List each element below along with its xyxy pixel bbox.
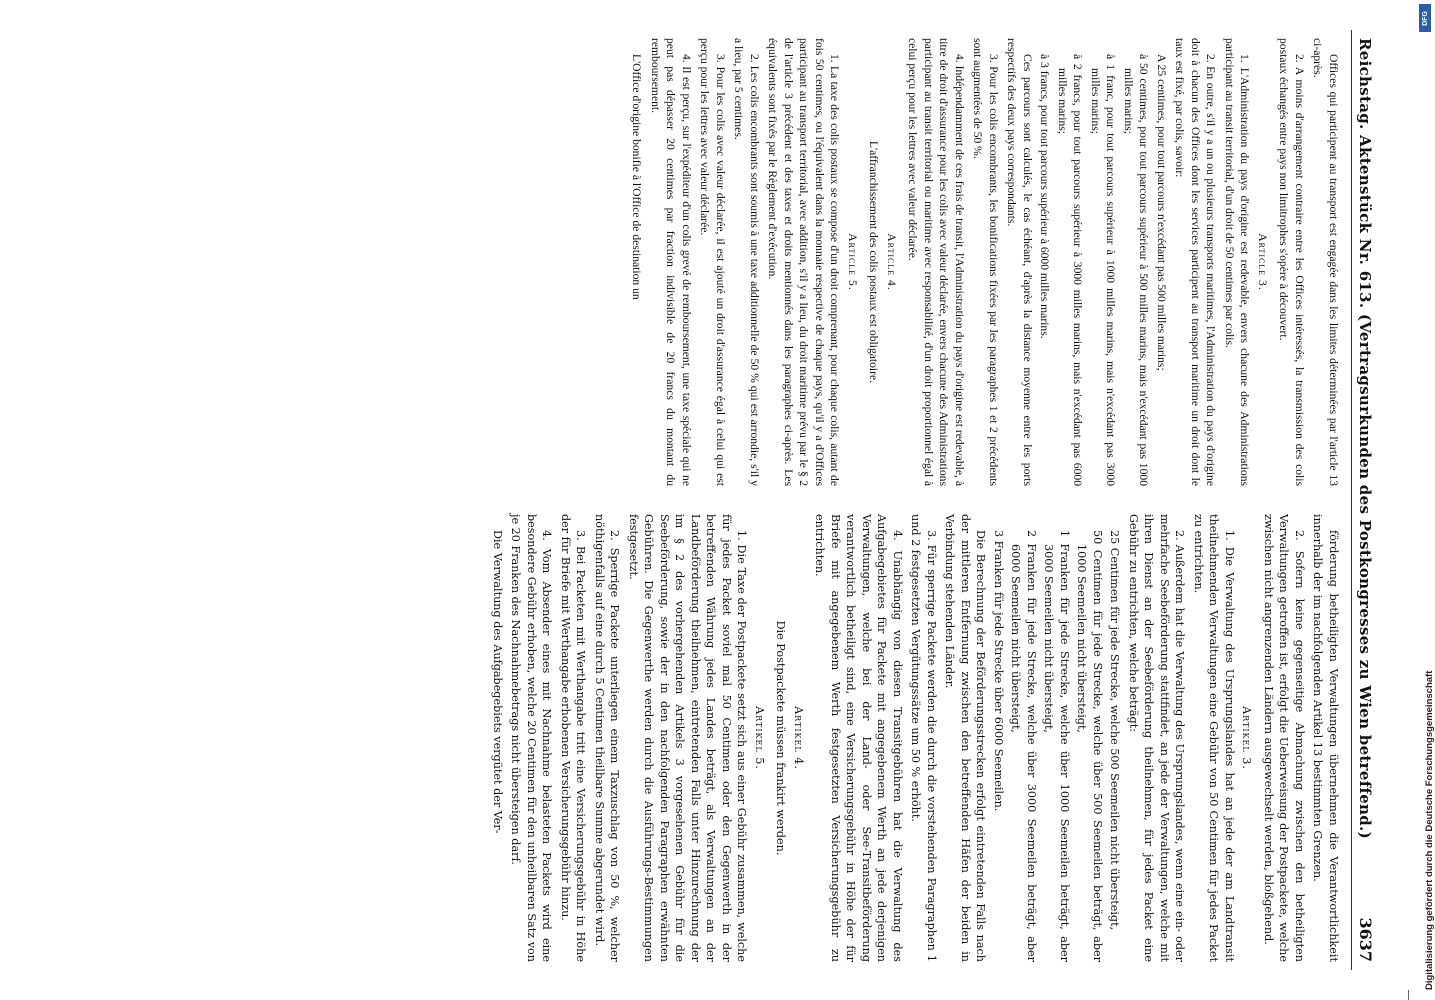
rate-item: 3 Franken für jede Strecke über 6000 Seemeilen.	[992, 530, 1005, 812]
rate-item: à 1 franc, pour tout parcours supérieur à 1000 milles marins, mais n'excédant pas 3000 milles marins;	[1089, 54, 1118, 486]
paragraph: 3. Pour les colis encombrants, les bonifications fixées par les paragraphes 1 et 2 précédents sont augmentées de 50 %.	[971, 38, 1000, 486]
dfg-logo-text: DFG	[1421, 10, 1429, 26]
paragraph: 3. Bei Packeten mit Werthangabe tritt eine Versicherungsgebühr in Höhe der für Briefe mit Werthangabe erhobenen Versicherungsgebühr hinzu.	[559, 514, 588, 962]
rate-item: à 50 centimes, pour tout parcours supérieur à 500 milles marins, mais n'excédant pas 1000 milles marins;	[1122, 54, 1151, 486]
article-subtitle: L'affranchissement des colis postaux est obligatoire.	[867, 140, 881, 384]
rate-item: à 3 francs, pour tout parcours supérieur à 6000 milles marins.	[1038, 54, 1052, 339]
paragraph: 4. Il est perçu, sur l'expéditeur d'un colis grevé de remboursement, une taxe spéciale qui ne peut pas dépasser 20 centimes par fraction indivisible de 20 francs du montant du remboursement.	[649, 38, 693, 486]
dfg-credit: Digitalisierung gefördert durch die Deutsche Forschungsgemeinschaft	[1424, 670, 1435, 990]
article-heading: Article 3.	[1256, 233, 1269, 291]
paragraph: 1. La taxe des colis postaux se compose d'un droit comprenant, pour chaque colis, autant de fois 50 centimes, ou l'équivalent dans la monnaie respective de chaque pays, qu'il y a d'Offices participant au transport territorial, avec addition, s'il y a lieu, du droit maritime prévu par le § 2 de l'article 3 précédent et des taxes et droits mentionnés dans les paragraphes ci-après. Les équivalents sont fixés par le Règlement d'exécution.	[766, 38, 842, 486]
paragraph: 2. Les colis encombrants sont soumis à une taxe additionnelle de 50 % qui est arrondie, s'il y a lieu, par 5 centimes.	[732, 38, 761, 486]
article-heading: Article 5.	[846, 233, 859, 291]
paragraph: Die Berechnung der Beförderungsstrecken erfolgt eintretenden Falls nach der mittleren Entfernung zwischen den betreffenden Häfen der beiden in Verbindung stehenden Länder.	[943, 514, 988, 962]
paragraph: 2. A moins d'arrangement contraire entre les Offices intéressés, la transmission des colis postaux échangés entre pays non limitrophes s'opère à découvert.	[1277, 38, 1306, 486]
article-heading: Artikel 5.	[753, 706, 766, 770]
paragraph: 1. Die Taxe der Postpackete setzt sich aus einer Gebühr zusammen, welche für jedes Packet soviel mal 50 Centimen oder den Gegenwerth in der betreffenden Währung jedes Landes beträgt, als Verwaltungen an der Landbeförderung theilnehmen, eintretenden Falls unter Hinzurechnung der im § 2 des vorhergehenden Artikels 3 vorgesehenen Gebühr für die Seebeförderung, sowie der in den nachfolgenden Paragraphen erwähnten Gebühren. Die Gegenwerthe werden durch die Ausführungs-Bestimmungen festgesetzt.	[627, 514, 749, 962]
article-subtitle: Die Postpackete müssen frankirt werden.	[774, 620, 788, 856]
paragraph: 4. Vom Absender eines mit Nachnahme belasteten Packets wird eine besondere Gebühr erhoben, welche 20 Centimen für den unheilbaren Satz von je 20 Franken des Nachnahmebetrags nicht übersteigen darf.	[509, 514, 554, 962]
paragraph: 2. En outre, s'il y a un ou plusieurs transports maritimes, l'Administration du pays d'origine doit à chacun des Offices dont les services participent au transport maritime un droit dont le taux est fixé, par colis, savoir:	[1173, 38, 1218, 486]
paragraph: 4. Indépendamment de ces frais de transit, l'Administration du pays d'origine est redevable, à titre de droit d'assurance pour les colis avec valeur déclarée, envers chacune des Administrations participant au transit territorial ou maritime avec responsabilité, d'un droit proportionnel égal à celui perçu pour les lettres avec valeur déclarée.	[906, 38, 966, 486]
paragraph: 2. Sofern keine gegenseitige Abmachung zwischen den betheiligten Verwaltungen getroffen ist, erfolgt die Ueberweisung der Postpackete, welche zwischen nicht angrenzenden Ländern ausgewechselt werden, bloßgehend.	[1262, 514, 1306, 962]
article-heading: Artikel 3.	[1240, 706, 1254, 770]
dfg-logo	[1419, 4, 1431, 32]
article-heading: Article 4.	[885, 233, 898, 291]
rate-item: 2 Franken für jede Strecke, welche über 3000 Seemeilen beträgt, aber 6000 Seemeilen nicht übersteigt,	[1009, 530, 1038, 962]
paragraph: 1. Die Verwaltung des Ursprungslandes hat an jede der am Landtransit theilnehmenden Verwaltungen eine Gebühr von 50 Centimen für jedes Packet zu entrichten.	[1192, 514, 1236, 962]
page-number: 3637	[1356, 917, 1375, 962]
paragraph: Ces parcours sont calculés, le cas échéant, d'après la distance moyenne entre les ports respectifs des deux pays correspondants.	[1005, 38, 1034, 486]
paragraph: Die Verwaltung des Aufgabegebiets vergütet der Ver-	[491, 530, 504, 834]
paragraph: 2. Sperrige Packete unterliegen einem Taxzuschlag von 50 %, welcher nöthigenfalls auf eine durch 5 Centimen theilbare Summe abgerundet wird.	[593, 514, 622, 962]
rate-item: A 25 centimes, pour tout parcours n'excédant pas 500 milles marins;	[1155, 54, 1168, 371]
rate-item: 1 Franken für jede Strecke, welche über 1000 Seemeilen beträgt, aber 3000 Seemeilen nicht übersteigt,	[1042, 530, 1071, 962]
paragraph: L'Office d'origine bonifie à l'Office de destination un	[630, 54, 644, 300]
french-column	[71, 38, 1341, 486]
rate-item: à 2 francs, pour tout parcours supérieur à 3000 milles marins, mais n'excédant pas 6000 milles marins;	[1056, 54, 1085, 486]
rate-item: 25 Centimen für jede Strecke, welche 500 Seemeilen nicht übersteigt,	[1108, 530, 1122, 931]
scan-edge-mark	[1408, 990, 1409, 1000]
text-columns	[71, 30, 1341, 970]
german-column	[71, 514, 1341, 962]
paragraph: 1. L'Administration du pays d'origine est redevable, envers chacune des Administrations participant au transit territorial, d'un droit de 50 centimes par colis.	[1223, 38, 1252, 486]
paragraph: förderung betheiligten Verwaltungen übernehmen die Verantwortlichkeit innerhalb der im nachfolgenden Artikel 13 bestimmten Grenzen.	[1311, 514, 1340, 962]
paragraph: 3. Pour les colis avec valeur déclarée, il est ajouté un droit d'assurance égal à celui qui est perçu pour les lettres avec valeur déclarée.	[698, 38, 727, 486]
rotated-page	[51, 30, 1381, 970]
article-heading: Artikel 4.	[792, 706, 805, 770]
rate-item: 50 Centimen für jede Strecke, welche über 500 Seemeilen beträgt, aber 1000 Seemeilen nicht übersteigt,	[1075, 530, 1104, 962]
paragraph: 3. Für sperrige Packete werden die durch die vorstehenden Paragraphen 1 und 2 festgesetzten Vergütungssätze um 50 % erhöht.	[909, 514, 938, 962]
page-title: Reichstag. Aktenstück Nr. 613. (Vertragsurkunden des Postkongresses zu Wien betreffend.)	[1356, 38, 1374, 839]
paragraph: 4. Unabhängig von diesen Transitgebühren hat die Verwaltung des Aufgabegebietes für Packete mit angegebenem Werth an jede derjenigen Verwaltungen, welche bei der Land- oder See-Transitbeförderung verantwortlich betheiligt sind, eine Versicherungsgebühr in Höhe der für Briefe mit angegebenem Werth festgesetzten Versicherungsgebühr zu entrichten.	[813, 514, 904, 962]
page-header	[1351, 30, 1381, 970]
paragraph: Offices qui participent au transport est engagée dans les limites déterminées par l'article 13 ci-après.	[1311, 38, 1340, 486]
paragraph: 2. Außerdem hat die Verwaltung des Ursprungslandes, wenn eine ein- oder mehrfache Seebeförderung stattfindet, an jede der Verwaltungen, welche mit ihren Dienst an der Seebeförderung theilnehmen, für jedes Packet eine Gebühr zu entrichten, welche beträgt:	[1127, 514, 1187, 962]
